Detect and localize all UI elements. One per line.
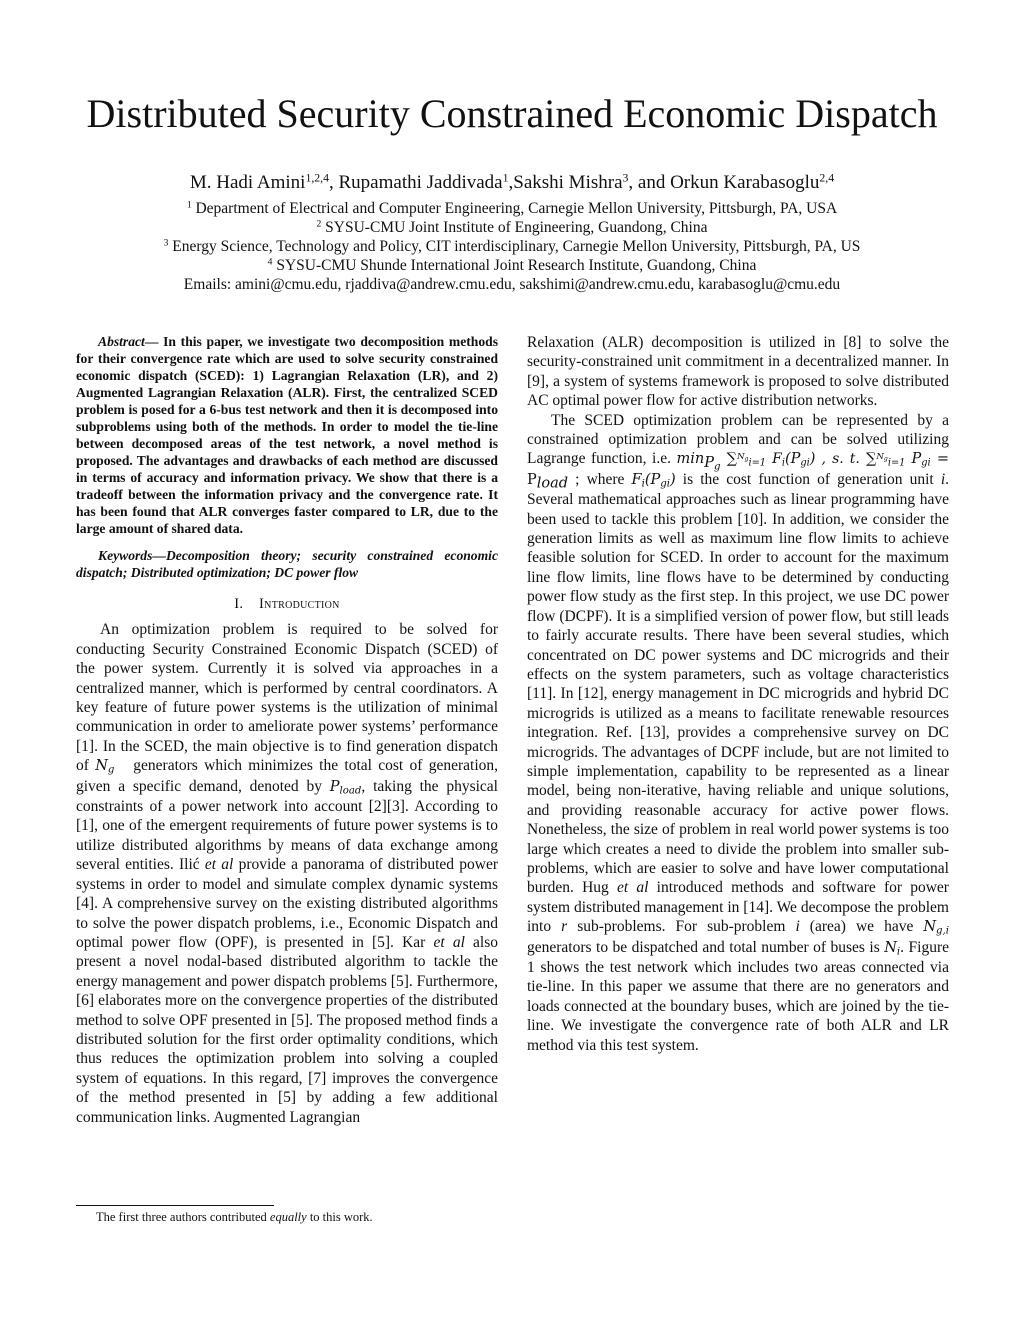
math-ngi: $N_{g,i}$ (923, 919, 949, 937)
affiliations (0, 199, 1024, 294)
math-ng: $N_g$ (95, 758, 115, 776)
body-paragraph: Relaxation (ALR) decomposition is utilized in [8] to solve the security-constrained unit commitment in a decentralized manner. In [9], a system of systems framework is proposed to solve distributed AC optimal power flow for active distribution networks. (527, 334, 949, 410)
footnote-rule (76, 1205, 274, 1206)
affiliation-line: $^4$ SYSU-CMU Shunde International Joint Research Institute, Guandong, China (267, 256, 757, 274)
author-name: M. Hadi Amini (189, 172, 306, 193)
affiliation-line: $^3$ Energy Science, Technology and Policy, CIT interdisciplinary, Carnegie Mellon University, Pittsburgh, PA, US (163, 237, 861, 255)
abstract-label: Abstract (98, 334, 145, 349)
body-paragraph: The SCED optimization problem can be represented by a constrained optimization problem and can be solved utilizing Lagrange function, i.e. $\min_{P_g} \sum^{N_g}_{i=1}$ $F_i(P_{gi})$ , s. t. ∑$^{N_g}_{i=1}$ $P_{gi} = P_{load}$ ; where $F_i(P_{gi})$ is the cost function of generation unit i. Several mathematical approaches such as linear programming have been used to tackle this problem [10]. In addition, we consider the generation limits as well as maximum line flow limits to achieve feasible solution for SCED. In order to account for the maximum line flow limits, line flows have to be determined by conducting power flow study as the first step. In this project, we use DC power flow (DCPF). It is a simplified version of power flow, but still leads to fairly accurate results. There have been several studies, which concentrated on DC power systems and DC microgrids and their effects on the system parameters, such as voltage characteristics [11]. In [12], energy management in DC microgrids and hybrid DC microgrids is utilized as a means to facilitate renewable resources integration. Ref. [13], provides a comprehensive survey on DC microgrids. The advantages of DCPF include, but are not limited to simple implementation, capability to be represented as a linear model, being non-iterative, having reliable and unique solutions, and providing reasonable accuracy for active power flows. Nonetheless, the size of problem in real world power systems is too large which creates a need to divide the problem into smaller sub-problems, which are easier to solve and have lower computational burden. Hug et al introduced methods and software for power system distributed management in [14]. We decompose the problem into r sub-problems. For sub-problem i (area) we have $N_{g,i}$ generators to be dispatched and total number of buses is $N_i$. Figure 1 shows the test network which includes two areas connected via tie-line. In this paper we assume that there are no generators and loads connected at the boundary buses, which are joined by the tie-line. We investigate the convergence rate of both ALR and LR method via this test system. (527, 411, 950, 1054)
cost-function: $F_i(P_{gi})$ (631, 471, 676, 490)
right-column (527, 333, 949, 1055)
abstract: Abstract— In this paper, we investigate two decomposition methods for their convergence rate which are used to solve security constrained economic dispatch (SCED): 1) Lagrangian Relaxation (LR), and 2) Augmented Lagrangian Relaxation (ALR). First, the centralized SCED problem is posed for a 6-bus test network and then it is decomposed into subproblems using both of the methods. In order to model the tie-line between decomposed areas of the test network, a novel method is proposed. The advantages and drawbacks of each method are discussed in terms of accuracy and information privacy. We show that there is a tradeoff between the information privacy and the convergence rate. It has been found that ALR converges faster compared to LR, due to the large amount of shared data. (76, 334, 498, 536)
footnote: The first three authors contributed equally to this work. (96, 1210, 373, 1224)
abstract-text: In this paper, we investigate two decomposition methods for their convergence rate which are used to solve security constrained economic dispatch (SCED): 1) Lagrangian Relaxation (LR), and 2) Augmented Lagrangian Relaxation (ALR). First, the centralized SCED problem is posed for a 6-bus test network and then it is decomposed into subproblems using both of the methods. In order to model the tie-line between decomposed areas of the test network, a novel method is proposed. The advantages and drawbacks of each method are discussed in terms of accuracy and information privacy. We show that there is a tradeoff between the information privacy and the convergence rate. It has been found that ALR converges faster compared to LR, due to the large amount of shared data. (76, 334, 498, 536)
keywords: Keywords—Decomposition theory; security constrained economic dispatch; Distributed optimization; DC power flow (76, 548, 498, 580)
author-affil-sup: 1 (502, 171, 509, 185)
author-affil-sup: 1,2,4 (305, 171, 329, 185)
math-pload: $P_{load}$ (527, 471, 569, 492)
lagrange-formula: $\min_{P_g} \sum^{N_g}_{i=1}$ $F_i(P_{gi})$ , s. t. ∑$^{N_g}_{i=1}$ $P_{gi}$ = (676, 451, 950, 473)
affiliation-line: $^1$ Department of Electrical and Computer Engineering, Carnegie Mellon University, Pittsburgh, PA, USA (186, 199, 838, 217)
math-pload: $P_{load}$ (329, 778, 362, 797)
author-name: Orkun Karabasoglu (670, 172, 820, 193)
affiliation-line: $^2$ SYSU-CMU Joint Institute of Engineering, Guandong, China (316, 218, 708, 236)
math-ni: $N_i$ (884, 939, 901, 958)
author-affil-sup: 3 (622, 171, 629, 185)
author-affil-sup: 2,4 (819, 171, 835, 185)
emails-line: Emails: amini@cmu.edu, rjaddiva@andrew.cmu.edu, sakshimi@andrew.cmu.edu, karabasoglu@cmu.edu (183, 276, 841, 293)
author-list: M. Hadi Amini$^{1,2,4}$, Rupamathi Jaddivada$^1$,Sakshi Mishra$^3$, and Orkun Karabasoglu$^{2,4}$ (189, 171, 835, 193)
author-name: Rupamathi Jaddivada (338, 172, 503, 193)
paper-title: Distributed Security Constrained Economic Dispatch (86, 91, 938, 136)
intro-paragraph: An optimization problem is required to be solved for conducting Security Constrained Economic Dispatch (SCED) of the power system. Currently it is solved via approaches in a centralized manner, which is performed by central coordinators. A key feature of future power systems is the utilization of minimal communication in order to ameliorate power systems’ performance [1]. In the SCED, the main objective is to find generation dispatch of $N_g$ generators which minimizes the total cost of generation, given a specific demand, denoted by $P_{load}$, taking the physical constraints of a power network into account [2][3]. According to [1], one of the emergent requirements of future power systems is to utilize distributed algorithms by means of data exchange among several entities. Ilić et al provide a panorama of distributed power systems in order to model and simulate complex dynamic systems [4]. A comprehensive survey on the existing distributed algorithms to solve the power dispatch problems, i.e., Economic Dispatch and optimal power flow (OPF), is presented in [5]. Kar et al also present a novel nodal-based distributed algorithm to tackle the energy management and power dispatch problems [5]. Furthermore, [6] elaborates more on the convergence properties of the distributed method to solve OPF presented in [5]. The proposed method finds a distributed solution for the first order optimality conditions, which thus reduces the optimization problem into solving a coupled system of equations. In this regard, [7] improves the convergence of the method presented in [5] by adding a few additional communication links. Augmented Lagrangian (76, 621, 499, 1126)
author-name: Sakshi Mishra (513, 172, 623, 193)
left-column (76, 333, 498, 1127)
section-heading: I. Introduction (234, 596, 340, 612)
